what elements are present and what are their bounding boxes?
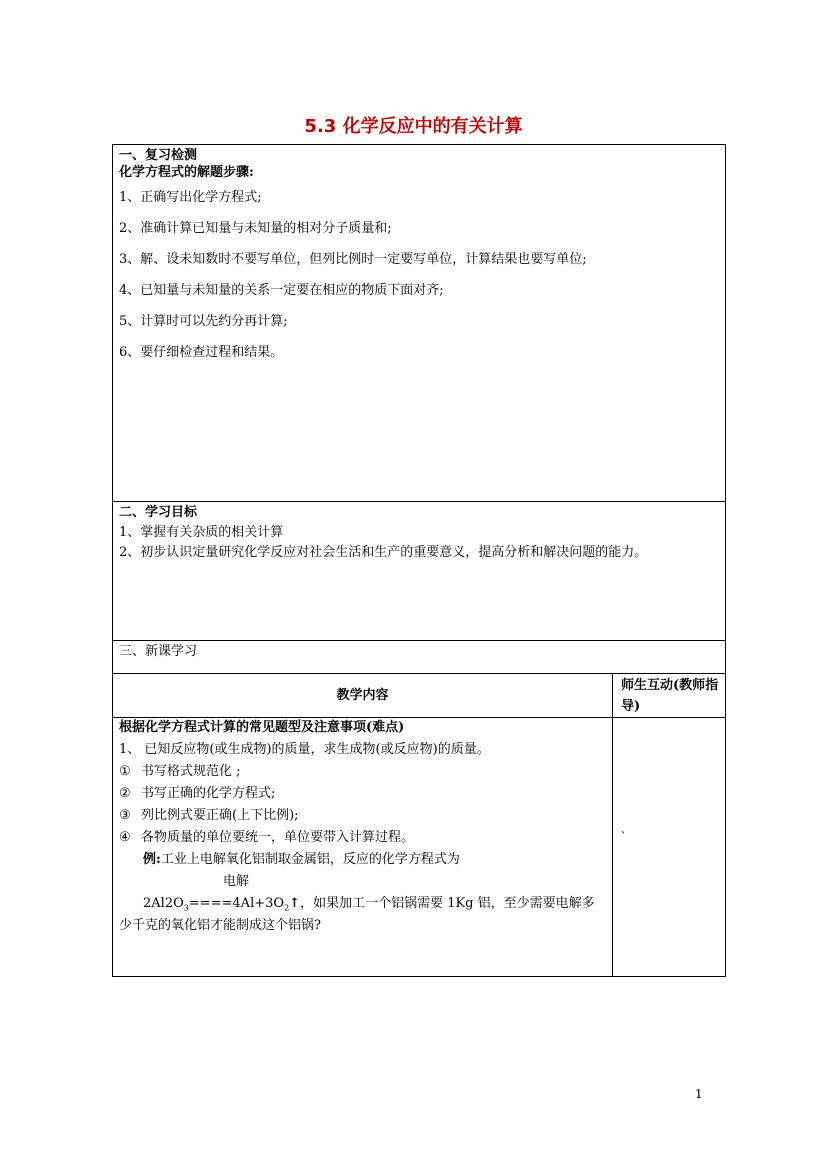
- side-mark: 、: [621, 825, 631, 836]
- page-number: 1: [695, 1087, 703, 1101]
- goal-item: 1、掌握有关杂质的相关计算: [119, 525, 284, 540]
- column-header-content: 教学内容: [336, 688, 389, 703]
- reaction-condition: 电解: [223, 874, 250, 889]
- review-step: 3、解、设未知数时不要写单位，但列比例时一定要写单位，计算结果也要写单位;: [119, 252, 587, 267]
- review-step: 1、正确写出化学方程式;: [119, 190, 262, 205]
- table-body-interaction: [612, 717, 726, 977]
- note-mark: ④: [119, 830, 131, 845]
- review-heading: 一、复习检测: [119, 148, 198, 163]
- goals-heading: 二、学习目标: [119, 505, 198, 520]
- review-step: 2、准确计算已知量与未知量的相对分子质量和;: [119, 221, 392, 236]
- note-text: 书写正确的化学方程式;: [141, 786, 276, 801]
- note-item: [119, 785, 606, 802]
- equation-mid: ====4Al+3O: [188, 896, 285, 911]
- new-lesson-section: [112, 640, 726, 674]
- review-subheading: 化学方程式的解题步骤:: [119, 165, 254, 180]
- column-header-interaction: 师生互动(教师指导): [621, 678, 719, 714]
- note-item: [119, 829, 606, 846]
- equation-subscript: 2: [284, 903, 290, 913]
- review-step: 5、计算时可以先约分再计算;: [119, 314, 288, 329]
- equation-rest: ，如果加工一个铝锅需要 1Kg 铝，至少需要电解多: [300, 896, 595, 911]
- review-step: 4、已知量与未知量的关系一定要在相应的物质下面对齐;: [119, 283, 444, 298]
- equation-continuation: 少千克的氧化铝才能制成这个铝锅?: [119, 918, 321, 933]
- note-mark: ②: [119, 786, 131, 801]
- note-text: 列比例式要正确(上下比例);: [141, 808, 299, 823]
- note-mark: ③: [119, 808, 131, 823]
- example-text: 工业上电解氧化铝制取金属铝，反应的化学方程式为: [160, 852, 460, 867]
- new-lesson-heading: 三、新课学习: [119, 644, 198, 659]
- example-label: 例:: [143, 852, 161, 867]
- gas-arrow: ↑: [289, 896, 301, 911]
- example-line: [119, 851, 606, 868]
- table-header-interaction: [612, 673, 726, 718]
- note-item: [119, 763, 606, 780]
- review-step: 6、要仔细检查过程和结果。: [119, 345, 284, 360]
- equation-subscript: 3: [183, 903, 189, 913]
- note-text: 各物质量的单位要统一，单位要带入计算过程。: [141, 830, 415, 845]
- note-item: [119, 807, 606, 824]
- equation-left: 2Al2O: [143, 896, 184, 911]
- table-header-content: [112, 673, 613, 718]
- review-section: [112, 144, 726, 502]
- problem-type: 1、 已知反应物(或生成物)的质量，求生成物(或反应物)的质量。: [119, 742, 490, 757]
- page-title: 5.3 化学反应中的有关计算: [304, 116, 523, 137]
- note-text: 书写格式规范化 ;: [141, 764, 241, 779]
- equation-line: [119, 895, 606, 912]
- topic-heading: 根据化学方程式计算的常见题型及注意事项(难点): [119, 720, 405, 735]
- table-body-content: [112, 717, 613, 977]
- goals-section: [112, 501, 726, 641]
- goal-item: 2、初步认识定量研究化学反应对社会生活和生产的重要意义，提高分析和解决问题的能力。: [119, 545, 648, 560]
- note-mark: ①: [119, 764, 131, 779]
